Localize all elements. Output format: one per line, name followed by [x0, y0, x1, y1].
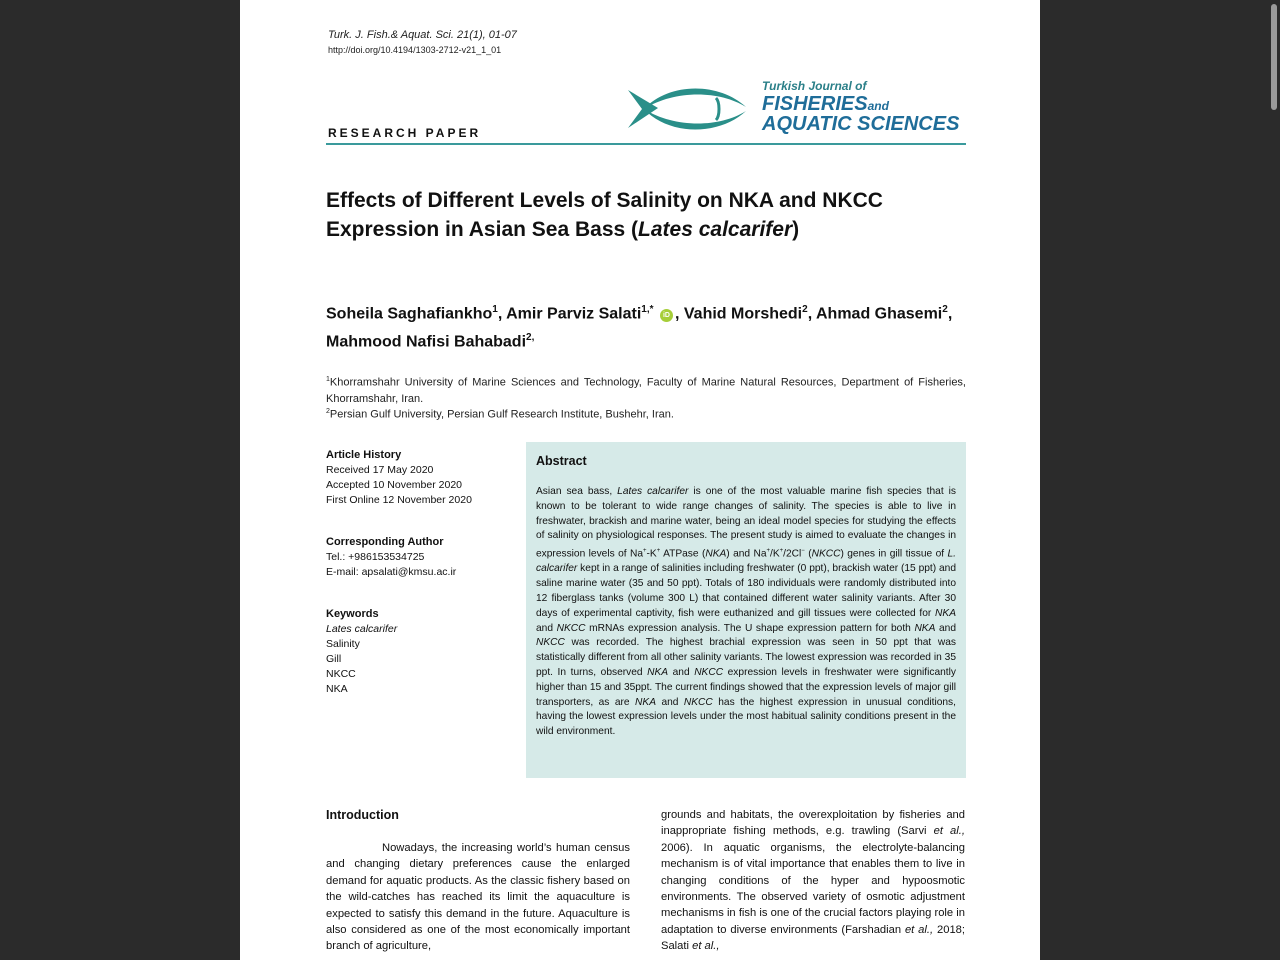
author-name: Amir Parviz Salati	[506, 305, 642, 323]
author-name: Vahid Morshedi	[683, 305, 803, 323]
keyword-item: Lates calcarifer	[326, 623, 398, 635]
author-name: Ahmad Ghasemi	[815, 305, 943, 323]
article-history-heading: Article History	[326, 449, 402, 461]
received-date: Received 17 May 2020	[326, 464, 434, 476]
keyword-item: NKA	[326, 683, 348, 695]
journal-logo	[624, 80, 970, 142]
author-name: Soheila Saghafiankho	[326, 305, 493, 323]
introduction-heading: Introduction	[326, 808, 399, 822]
introduction-right-column: grounds and habitats, the overexploitation by fisheries and inappropriate fishing methods, e.g. trawling (Sarvi et al., 2006). In aquatic organisms, the electrolyte-balancing mechanism is of vital importance that enables them to live in changing conditions of the hyper and hypoosmotic environments. The observed variety of osmotic adjustment mechanisms in fish is one of the crucial factors playing role in adaptation to diverse environments (Farshadian et al., 2018; Salati et al.,	[661, 809, 965, 953]
affiliation-1: $^1$Khorramshahr University of Marine Sciences and Technology, Faculty of Marine Natural Resources, Department of Fisheries, Khorramshahr, Iran.	[326, 376, 966, 405]
author-list: Soheila Saghafiankho$^1$, Amir Parviz Salati$^{1,*}$ iD , Vahid Morshedi$^2$, Ahmad Ghasemi$^2$, Mahmood Nafisi Bahabadi$^{2,}$	[326, 304, 953, 351]
keyword-item: Salinity	[326, 638, 360, 650]
accepted-date: Accepted 10 November 2020	[326, 479, 463, 491]
abstract-box	[526, 442, 966, 778]
corresponding-author-heading: Corresponding Author	[326, 536, 444, 548]
journal-citation: Turk. J. Fish.& Aquat. Sci. 21(1), 01-07	[328, 29, 517, 41]
header-divider	[326, 143, 966, 145]
pdf-page	[240, 0, 1040, 960]
logo-line-1: Turkish Journal of	[762, 79, 867, 93]
corresponding-tel: Tel.: +986153534725	[326, 551, 425, 563]
journal-logo-text	[762, 80, 959, 134]
fish-logo-icon	[624, 86, 748, 132]
first-online-date: First Online 12 November 2020	[326, 494, 472, 506]
author-name: Mahmood Nafisi Bahabadi	[326, 333, 527, 351]
orcid-icon[interactable]: iD	[660, 309, 673, 322]
article-history	[326, 448, 472, 508]
introduction-left-column: Nowadays, the increasing world’s human census and changing dietary preferences cause the enlarged demand for aquatic products. As the classic fishery based on the wild-catches has reached its limit the aquaculture is expected to satisfy this demand in the future. Aquaculture is also considered as one of the most economically important branch of agriculture,	[326, 842, 630, 953]
doi-link[interactable]: http://doi.org/10.4194/1303-2712-v21_1_01	[328, 45, 502, 55]
paper-type-label: RESEARCH PAPER	[328, 126, 482, 140]
keywords-heading: Keywords	[326, 608, 379, 620]
keyword-item: NKCC	[326, 668, 356, 680]
scrollbar[interactable]	[1268, 0, 1280, 960]
logo-line-3: AQUATIC SCIENCES	[762, 113, 960, 135]
abstract-text: Asian sea bass, Lates calcarifer is one of the most valuable marine fish species that is known to be tolerant to wide range changes of salinity. The species is able to live in freshwater, brackish and marine water, being an ideal model species for studying the effects of salinity on physiological responses. The present study is aimed to evaluate the changes in expression levels of Na+-K+ ATPase (NKA) and Na+/K+/2Cl− (NKCC) genes in gill tissue of L. calcarifer kept in a range of salinities including freshwater (0 ppt), brackish water (15 ppt) and saline marine water (35 and 50 ppt). Totals of 180 individuals were randomly distributed into 12 fiberglass tanks (volume 300 L) that contained different water salinity variants. After 30 days of experimental captivity, fish were euthanized and gill tissues were collected for NKA and NKCC mRNAs expression analysis. The U shape expression pattern for both NKA and NKCC was recorded. The highest brachial expression was seen in 50 ppt that was statistically different from all other salinity variants. The lowest expression was recorded in 35 ppt. In turns, observed NKA and NKCC expression levels in freshwater were significantly higher than 15 and 35ppt. The current findings showed that the expression levels of major gill transporters, as are NKA and NKCC has the highest expression in unusual conditions, having the lowest expression levels under the most habitual salinity conditions present in the wild environment.	[536, 486, 957, 738]
abstract-heading: Abstract	[536, 454, 587, 468]
affiliation-2: $^2$Persian Gulf University, Persian Gulf Research Institute, Bushehr, Iran.	[326, 408, 674, 421]
paper-title: Effects of Different Levels of Salinity on NKA and NKCC Expression in Asian Sea Bass (Lates calcarifer)	[326, 189, 883, 241]
scrollbar-thumb[interactable]	[1271, 4, 1277, 110]
logo-line-2: FISHERIESand	[762, 93, 889, 115]
corresponding-author	[326, 535, 456, 580]
keywords	[326, 607, 397, 697]
keyword-item: Gill	[326, 653, 342, 665]
corresponding-email[interactable]: E-mail: apsalati@kmsu.ac.ir	[326, 566, 457, 578]
